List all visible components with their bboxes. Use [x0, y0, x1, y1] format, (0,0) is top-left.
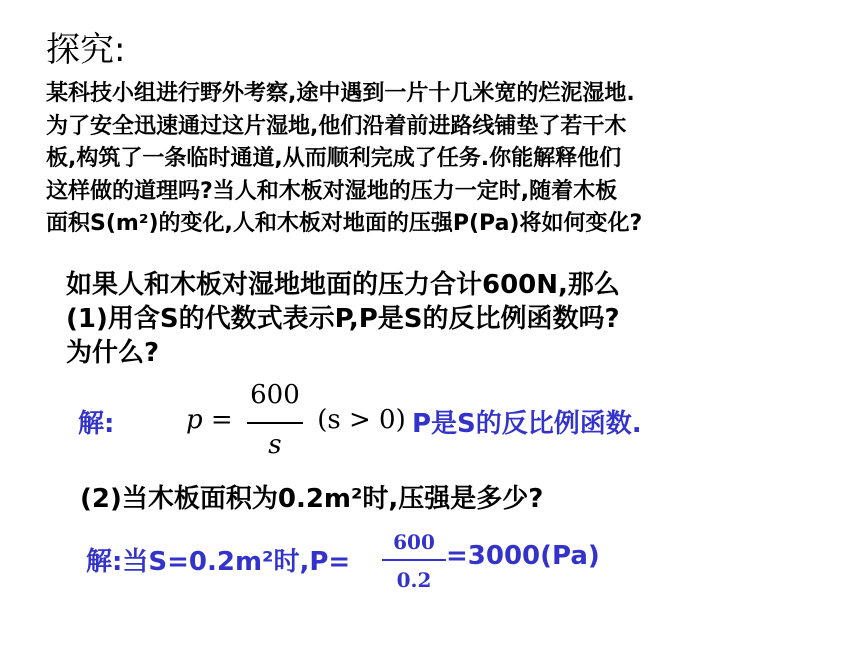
answer-2-prefix: 解:当S=0.2m²时,P= [86, 547, 351, 577]
paragraph-line: 面积S(m²)的变化,人和木板对地面的压强P(Pa)将如何变化? [46, 211, 643, 236]
formula-lhs: p = [186, 405, 233, 435]
fraction-bar [382, 559, 446, 561]
question-1 [66, 268, 620, 370]
section-title: 探究: [46, 30, 126, 70]
question-line: 为什么? [66, 338, 160, 368]
problem-paragraph [46, 78, 642, 241]
answer-2-numerator: 600 [393, 530, 435, 554]
answer-1-formula [186, 380, 406, 460]
answer-2-fraction [380, 530, 448, 598]
question-line: (1)用含S的代数式表示P,P是S的反比例函数吗? [66, 304, 620, 334]
formula-fraction [241, 380, 309, 460]
formula-denominator: s [268, 430, 282, 460]
answer-2-result: =3000(Pa) [446, 541, 600, 571]
paragraph-line: 为了安全迅速通过这片湿地,他们沿着前进路线铺垫了若干木 [46, 113, 627, 139]
answer-1-conclusion: P是S的反比例函数. [412, 409, 642, 439]
answer-2-denominator: 0.2 [396, 568, 432, 592]
paragraph-line: 某科技小组进行野外考察,途中遇到一片十几米宽的烂泥湿地. [46, 81, 635, 106]
paragraph-line: 板,构筑了一条临时通道,从而顺利完成了任务.你能解释他们 [46, 146, 622, 171]
formula-numerator: 600 [250, 380, 300, 410]
question-2 [80, 478, 543, 515]
question-2-text: (2)当木板面积为0.2m²时,压强是多少? [80, 484, 544, 514]
question-line: 如果人和木板对湿地地面的压力合计600N,那么 [66, 270, 620, 300]
answer-1-label: 解: [78, 409, 115, 439]
formula-condition: (s > 0) [317, 405, 406, 435]
paragraph-line: 这样做的道理吗?当人和木板对湿地的压力一定时,随着木板 [46, 178, 618, 204]
fraction-bar [247, 422, 303, 424]
